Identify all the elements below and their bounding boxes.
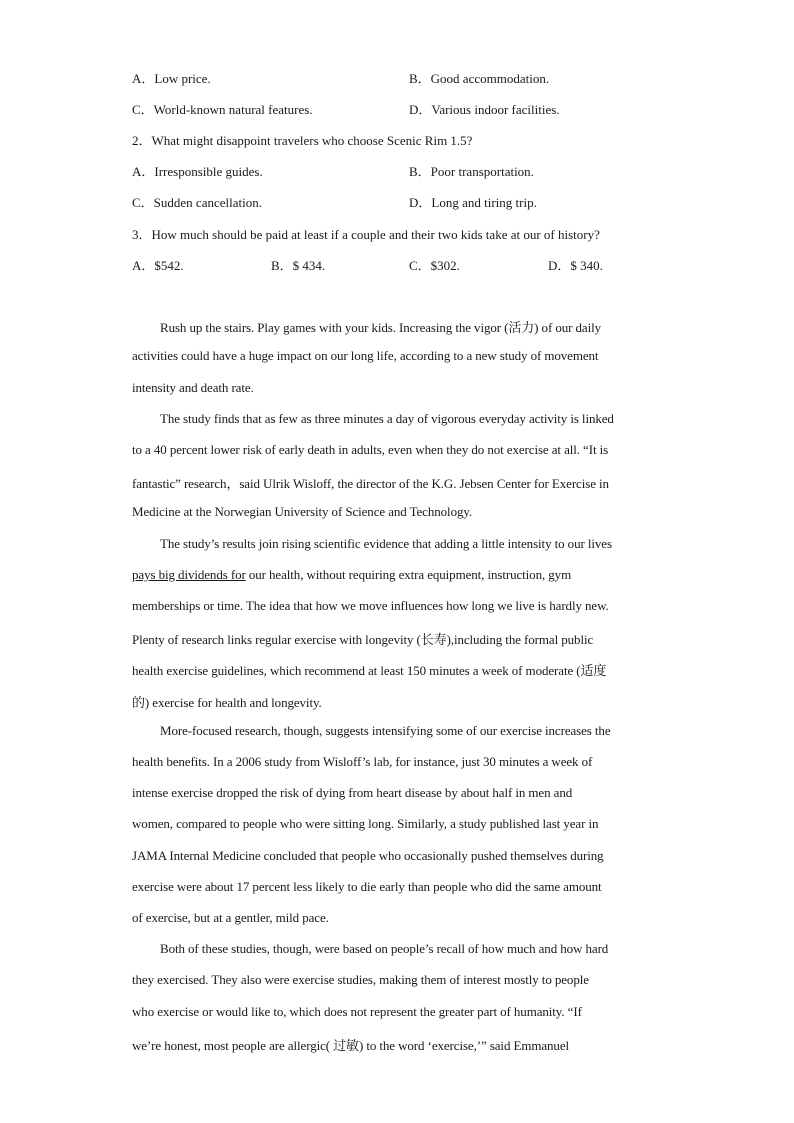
passage-line: to a 40 percent lower risk of early death in adults, even when they do not exercise at all. “It is: [132, 442, 609, 457]
passage-line: intensity and death rate.: [132, 380, 254, 395]
q3-option-b: B．$ 434.: [271, 258, 326, 273]
passage-line: who exercise or would like to, which does not represent the greater part of humanity. “If: [132, 1004, 582, 1019]
passage-line: fantastic” research，said Ulrik Wisloff, the director of the K.G. Jebsen Center for Exercise in: [132, 476, 609, 491]
passage-line: exercise were about 17 percent less likely to die early than people who did the same amount: [132, 879, 602, 894]
q3-option-d: D．$ 340.: [548, 258, 603, 273]
q2-option-d: D．Long and tiring trip.: [409, 195, 537, 210]
q3-stem: 3．How much should be paid at least if a couple and their two kids take at our of history?: [132, 227, 600, 242]
passage-line: memberships or time. The idea that how we move influences how long we live is hardly new.: [132, 598, 609, 613]
passage-line: they exercised. They also were exercise studies, making them of interest mostly to people: [132, 972, 589, 987]
q2-option-a: A．Irresponsible guides.: [132, 164, 263, 179]
passage-line: intense exercise dropped the risk of dying from heart disease by about half in men and: [132, 785, 573, 800]
q3-option-a: A．$542.: [132, 258, 184, 273]
q1-option-a: A．Low price.: [132, 71, 211, 86]
passage-line: More-focused research, though, suggests intensifying some of our exercise increases the: [160, 723, 611, 738]
passage-line: Plenty of research links regular exercise with longevity (长寿),including the formal public: [132, 632, 594, 647]
passage-line: The study finds that as few as three minutes a day of vigorous everyday activity is linked: [160, 411, 614, 426]
underlined-phrase: pays big dividends for: [132, 567, 246, 582]
passage-line-rest: our health, without requiring extra equipment, instruction, gym: [245, 567, 572, 582]
passage-line: Medicine at the Norwegian University of Science and Technology.: [132, 504, 473, 519]
q2-option-c: C．Sudden cancellation.: [132, 195, 262, 210]
passage-line: activities could have a huge impact on our long life, according to a new study of movement: [132, 348, 599, 363]
passage-line: health exercise guidelines, which recommend at least 150 minutes a week of moderate (适度: [132, 663, 607, 678]
q1-option-d: D．Various indoor facilities.: [409, 102, 560, 117]
passage-line: JAMA Internal Medicine concluded that people who occasionally pushed themselves during: [132, 848, 604, 863]
passage-line: health benefits. In a 2006 study from Wisloff’s lab, for instance, just 30 minutes a week of: [132, 754, 593, 769]
passage-line: of exercise, but at a gentler, mild pace.: [132, 910, 329, 925]
passage-line: women, compared to people who were sitting long. Similarly, a study published last year in: [132, 816, 599, 831]
passage-line: 的) exercise for health and longevity.: [132, 695, 322, 710]
q2-stem: 2．What might disappoint travelers who choose Scenic Rim 1.5?: [132, 133, 473, 148]
q1-option-c: C．World-known natural features.: [132, 102, 313, 117]
q1-option-b: B．Good accommodation.: [409, 71, 550, 86]
q3-option-c: C．$302.: [409, 258, 460, 273]
passage-line: The study’s results join rising scientific evidence that adding a little intensity to our lives: [160, 536, 612, 551]
passage-line: we’re honest, most people are allergic( 过敏) to the word ‘exercise,’” said Emmanuel: [132, 1038, 570, 1053]
passage-line: [132, 567, 571, 583]
q2-option-b: B．Poor transportation.: [409, 164, 534, 179]
passage-line: Rush up the stairs. Play games with your kids. Increasing the vigor (活力) of our daily: [160, 320, 602, 335]
passage-line: Both of these studies, though, were based on people’s recall of how much and how hard: [160, 941, 609, 956]
